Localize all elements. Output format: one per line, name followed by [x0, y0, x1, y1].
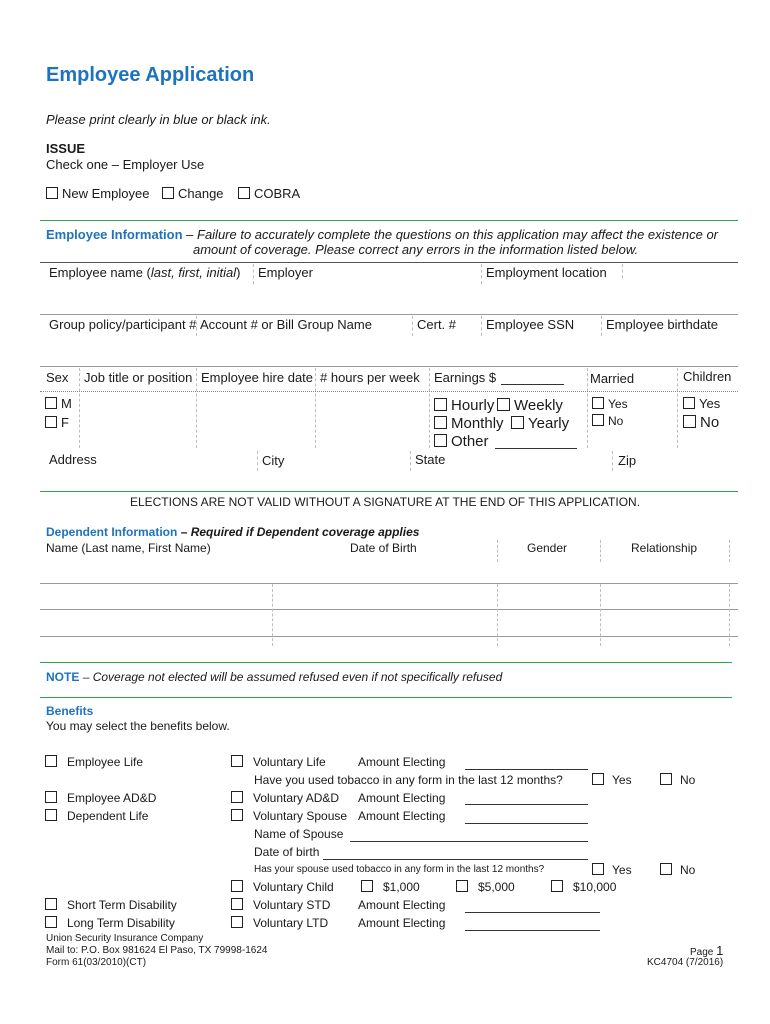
field-separator — [601, 316, 602, 336]
field-separator — [481, 316, 482, 336]
row-divider — [40, 262, 738, 263]
children-label: Children — [683, 369, 732, 384]
dependent-relationship-header: Relationship — [631, 541, 698, 555]
employee-info-note-2: amount of coverage. Please correct any errors in the information listed below. — [193, 242, 639, 257]
checkbox-icon — [231, 791, 243, 803]
checkbox-icon — [162, 187, 174, 199]
field-separator — [677, 368, 678, 448]
dependent-row-line[interactable] — [40, 636, 738, 637]
tobacco-no-checkbox[interactable]: No — [660, 773, 695, 787]
checkbox-icon — [231, 755, 243, 767]
employer-field[interactable]: Employer — [258, 265, 313, 280]
spouse-tobacco-yes-checkbox[interactable]: Yes — [592, 863, 632, 877]
employee-add-checkbox[interactable]: Employee AD&D — [45, 791, 156, 805]
earnings-yearly-checkbox[interactable]: Yearly — [511, 415, 569, 432]
issue-heading: ISSUE — [46, 141, 86, 156]
cert-number-field[interactable]: Cert. # — [417, 317, 457, 332]
voluntary-spouse-checkbox[interactable]: Voluntary Spouse — [231, 809, 347, 823]
dependent-info-heading: Dependent Information — [46, 525, 178, 539]
field-separator — [429, 368, 430, 448]
employee-birthdate-field[interactable]: Employee birthdate — [606, 317, 719, 332]
children-yes-checkbox[interactable]: Yes — [683, 396, 720, 411]
child-10000-checkbox[interactable]: $10,000 — [551, 880, 616, 894]
name-of-spouse-label: Name of Spouse — [254, 827, 344, 841]
field-separator — [612, 451, 613, 471]
employee-name-field[interactable]: Employee name (last, first, initial) — [49, 265, 241, 280]
voluntary-life-amount-label: Amount Electing — [358, 755, 446, 769]
checkbox-icon — [456, 880, 468, 892]
footer-company: Union Security Insurance Company — [46, 933, 204, 944]
dependent-row-line[interactable] — [40, 583, 738, 584]
issue-cobra-checkbox[interactable]: COBRA — [238, 186, 300, 201]
voluntary-ltd-amount-input[interactable] — [465, 930, 600, 931]
checkbox-icon — [511, 416, 524, 429]
checkbox-icon — [434, 434, 447, 447]
field-separator — [729, 584, 730, 646]
checkbox-icon — [592, 863, 604, 875]
married-yes-checkbox[interactable]: Yes — [592, 397, 628, 411]
checkbox-icon — [45, 898, 57, 910]
checkbox-icon — [434, 398, 447, 411]
checkbox-icon — [46, 187, 58, 199]
checkbox-icon — [231, 809, 243, 821]
city-field[interactable]: City — [262, 453, 285, 468]
field-separator — [253, 264, 254, 284]
long-term-disability-checkbox[interactable]: Long Term Disability — [45, 916, 175, 930]
voluntary-spouse-amount-label: Amount Electing — [358, 809, 446, 823]
earnings-other-checkbox[interactable]: Other — [434, 433, 489, 450]
note-label: NOTE — [46, 670, 80, 684]
page-title: Employee Application — [46, 64, 255, 86]
field-separator — [600, 540, 601, 562]
footer-page: Page 1 — [690, 943, 724, 958]
footer-mail: Mail to: P.O. Box 981624 El Paso, TX 79998-1624 — [46, 945, 268, 956]
voluntary-ltd-amount-label: Amount Electing — [358, 916, 446, 930]
field-separator — [412, 316, 413, 336]
field-separator — [257, 451, 258, 471]
field-separator — [497, 540, 498, 562]
field-separator — [622, 264, 623, 278]
issue-change-checkbox[interactable]: Change — [162, 186, 224, 201]
earnings-monthly-checkbox[interactable]: Monthly — [434, 415, 504, 432]
checkbox-icon — [497, 398, 510, 411]
checkbox-icon — [592, 414, 604, 426]
instructions: Please print clearly in blue or black ink. — [46, 112, 271, 127]
checkbox-icon — [231, 898, 243, 910]
voluntary-add-amount-label: Amount Electing — [358, 791, 446, 805]
footer-code: KC4704 (7/2016) — [647, 957, 724, 968]
checkbox-icon — [45, 755, 57, 767]
checkbox-icon — [434, 416, 447, 429]
field-separator — [481, 264, 482, 284]
row-divider — [40, 314, 738, 315]
checkbox-icon — [45, 916, 57, 928]
checkbox-icon — [45, 416, 57, 428]
dependent-required-note: – Required if Dependent coverage applies — [180, 525, 420, 539]
employment-location-field[interactable]: Employment location — [486, 265, 607, 280]
spouse-name-input[interactable] — [350, 841, 588, 842]
voluntary-child-checkbox[interactable]: Voluntary Child — [231, 880, 334, 894]
spouse-tobacco-no-checkbox[interactable]: No — [660, 863, 695, 877]
section-divider — [40, 220, 738, 221]
checkbox-icon — [551, 880, 563, 892]
spouse-dob-label: Date of birth — [254, 845, 320, 859]
checkbox-icon — [592, 773, 604, 785]
employee-info-note: – Failure to accurately complete the questions on this application may affect the existence or — [186, 227, 719, 242]
field-separator — [272, 584, 273, 646]
row-divider — [40, 366, 738, 367]
checkbox-icon — [361, 880, 373, 892]
issue-new-employee-checkbox[interactable]: New Employee — [46, 186, 149, 201]
short-term-disability-checkbox[interactable]: Short Term Disability — [45, 898, 177, 912]
checkbox-icon — [683, 415, 696, 428]
voluntary-add-amount-input[interactable] — [465, 804, 588, 805]
earnings-label: Earnings $ — [434, 370, 497, 385]
voluntary-std-checkbox[interactable]: Voluntary STD — [231, 898, 330, 912]
earnings-other-input-line[interactable] — [495, 448, 577, 449]
employee-ssn-field[interactable]: Employee SSN — [486, 317, 575, 332]
tobacco-yes-checkbox[interactable]: Yes — [592, 773, 632, 787]
checkbox-icon — [45, 791, 57, 803]
earnings-weekly-checkbox[interactable]: Weekly — [497, 397, 563, 414]
field-separator — [587, 368, 588, 448]
field-separator — [79, 368, 80, 448]
voluntary-life-amount-input[interactable] — [465, 769, 588, 770]
voluntary-life-checkbox[interactable]: Voluntary Life — [231, 755, 326, 769]
checkbox-icon — [231, 916, 243, 928]
benefits-subheading: You may select the benefits below. — [46, 719, 230, 733]
dependent-dob-header: Date of Birth — [350, 541, 417, 555]
voluntary-ltd-checkbox[interactable]: Voluntary LTD — [231, 916, 328, 930]
dependent-info-header — [46, 525, 419, 539]
account-number-field[interactable]: Account # or Bill Group Name — [200, 317, 372, 332]
checkbox-icon — [592, 397, 604, 409]
checkbox-icon — [683, 397, 695, 409]
job-title-field[interactable]: Job title or position — [84, 370, 193, 385]
married-label: Married — [590, 371, 635, 386]
benefits-heading: Benefits — [46, 704, 94, 718]
sex-m-checkbox[interactable]: M — [45, 396, 72, 411]
field-separator — [600, 584, 601, 646]
earnings-input-line[interactable] — [501, 384, 564, 385]
section-divider — [40, 662, 732, 663]
dependent-gender-header: Gender — [527, 541, 568, 555]
checkbox-icon — [660, 773, 672, 785]
issue-subheading: Check one – Employer Use — [46, 157, 205, 172]
child-5000-checkbox[interactable]: $5,000 — [456, 880, 515, 894]
voluntary-add-checkbox[interactable]: Voluntary AD&D — [231, 791, 339, 805]
field-separator — [196, 368, 197, 448]
checkbox-icon — [45, 397, 57, 409]
checkbox-icon — [660, 863, 672, 875]
tobacco-question: Have you used tobacco in any form in the last 12 months? — [254, 773, 563, 787]
hours-per-week-field[interactable]: # hours per week — [320, 370, 420, 385]
checkbox-icon — [45, 809, 57, 821]
footer-form: Form 61(03/2010)(CT) — [46, 957, 147, 968]
row-divider — [40, 391, 738, 392]
zip-field[interactable]: Zip — [618, 453, 637, 468]
group-policy-field[interactable]: Group policy/participant # — [49, 317, 197, 332]
field-separator — [497, 584, 498, 646]
sex-label: Sex — [46, 370, 69, 385]
note-line — [46, 670, 502, 684]
elections-notice: ELECTIONS ARE NOT VALID WITHOUT A SIGNATURE AT THE END OF THIS APPLICATION. — [129, 495, 641, 509]
voluntary-std-amount-input[interactable] — [465, 912, 600, 913]
field-separator — [315, 368, 316, 448]
sex-f-checkbox[interactable]: F — [45, 415, 69, 430]
voluntary-std-amount-label: Amount Electing — [358, 898, 446, 912]
address-field[interactable]: Address — [49, 452, 97, 467]
children-no-checkbox[interactable]: No — [683, 414, 719, 431]
checkbox-icon — [231, 880, 243, 892]
hire-date-field[interactable]: Employee hire date — [201, 370, 314, 385]
checkbox-icon — [238, 187, 250, 199]
employee-info-heading: Employee Information — [46, 227, 183, 242]
spouse-tobacco-question: Has your spouse used tobacco in any form in the last 12 months? — [254, 864, 545, 875]
dependent-life-checkbox[interactable]: Dependent Life — [45, 809, 148, 823]
spouse-dob-input[interactable] — [323, 859, 588, 860]
dependent-row-line[interactable] — [40, 609, 738, 610]
state-field[interactable]: State — [415, 452, 446, 467]
earnings-hourly-checkbox[interactable]: Hourly — [434, 397, 494, 414]
employee-info-header — [46, 227, 718, 242]
child-1000-checkbox[interactable]: $1,000 — [361, 880, 420, 894]
note-text: – Coverage not elected will be assumed refused even if not specifically refused — [82, 670, 503, 684]
employee-life-checkbox[interactable]: Employee Life — [45, 755, 143, 769]
married-no-checkbox[interactable]: No — [592, 414, 623, 428]
section-divider — [40, 697, 732, 698]
voluntary-spouse-amount-input[interactable] — [465, 823, 588, 824]
section-divider — [40, 491, 738, 492]
field-separator — [729, 540, 730, 562]
dependent-name-header: Name (Last name, First Name) — [46, 541, 211, 555]
field-separator — [196, 316, 197, 336]
field-separator — [410, 451, 411, 471]
